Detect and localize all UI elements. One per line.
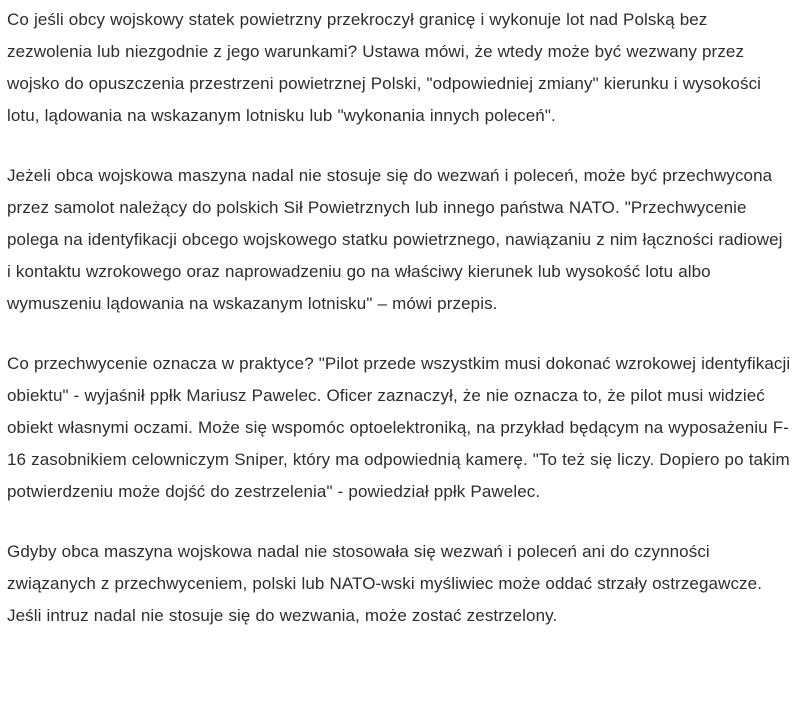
article-paragraph-3: Co przechwycenie oznacza w praktyce? "Pilot przede wszystkim musi dokonać wzrokowej identyfikacji obiektu" - wyjaśnił ppłk Mariusz Pawelec. Oficer zaznaczył, że nie oznacza to, że pilot musi widzieć obiekt własnymi oczami. Może się wspomóc optoelektroniką, na przykład będącym na wyposażeniu F-16 zasobnikiem celowniczym Sniper, który ma odpowiednią kamerę. "To też się liczy. Dopiero po takim potwierdzeniu może dojść do zestrzelenia" - powiedział ppłk Pawelec.	[7, 354, 791, 501]
article-paragraph-2: Jeżeli obca wojskowa maszyna nadal nie stosuje się do wezwań i poleceń, może być przechwycona przez samolot należący do polskich Sił Powietrznych lub innego państwa NATO. "Przechwycenie polega na identyfikacji obcego wojskowego statku powietrznego, nawiązaniu z nim łączności radiowej i kontaktu wzrokowego oraz naprowadzeniu go na właściwy kierunek lub wysokość lotu albo wymuszeniu lądowania na wskazanym lotnisku" – mówi przepis.	[7, 166, 783, 313]
article-paragraph-1: Co jeśli obcy wojskowy statek powietrzny przekroczył granicę i wykonuje lot nad Polską bez zezwolenia lub niezgodnie z jego warunkami? Ustawa mówi, że wtedy może być wezwany przez wojsko do opuszczenia przestrzeni powietrznej Polski, "odpowiedniej zmiany" kierunku i wysokości lotu, lądowania na wskazanym lotnisku lub "wykonania innych poleceń".	[7, 10, 762, 125]
article-paragraph-4: Gdyby obca maszyna wojskowa nadal nie stosowała się wezwań i poleceń ani do czynności związanych z przechwyceniem, polski lub NATO-wski myśliwiec może oddać strzały ostrzegawcze. Jeśli intruz nadal nie stosuje się do wezwania, może zostać zestrzelony.	[7, 542, 763, 625]
